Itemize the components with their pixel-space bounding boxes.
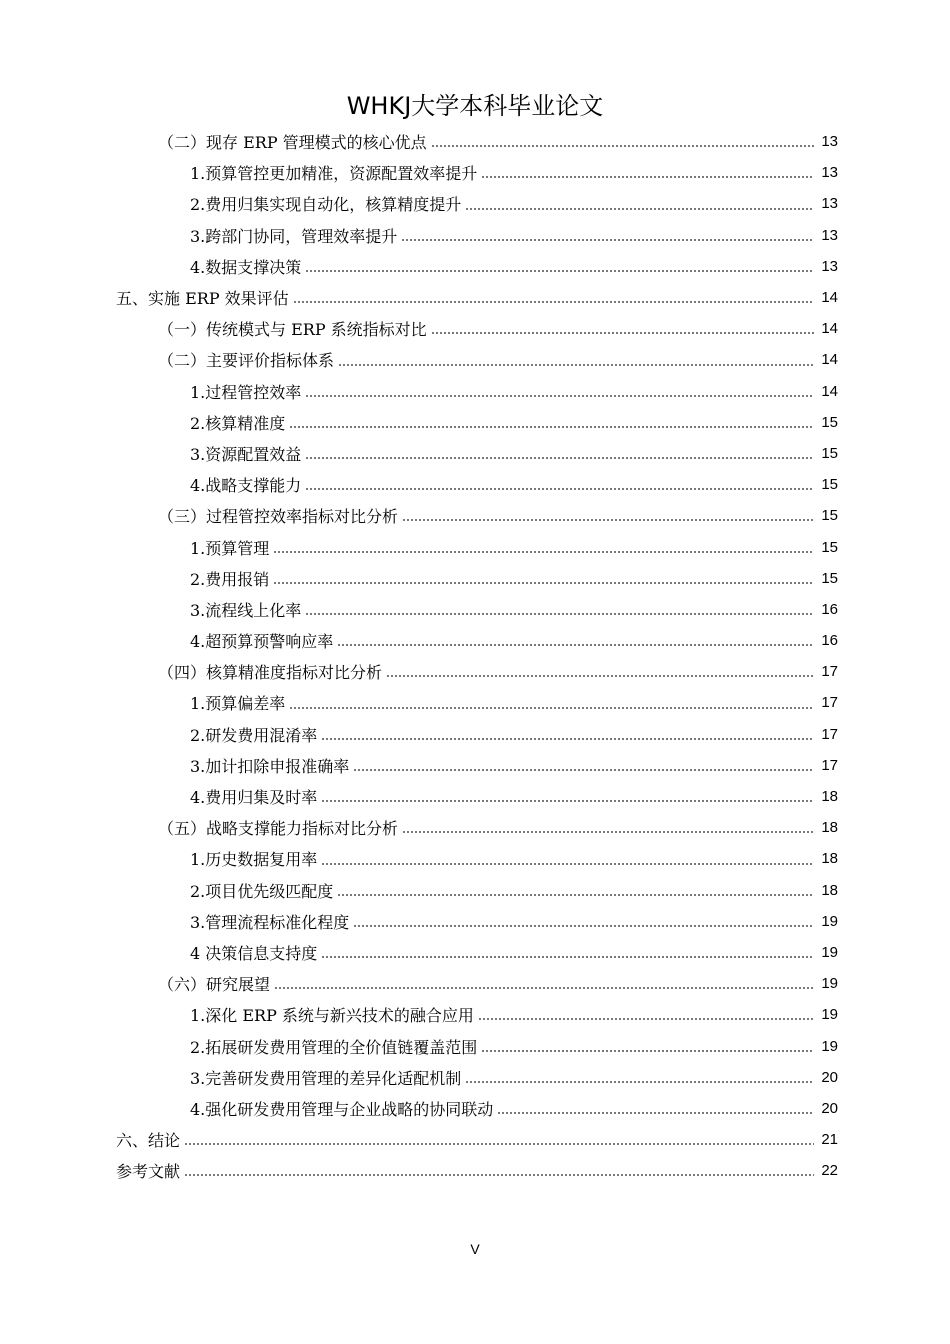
toc-entry[interactable] [190, 875, 838, 906]
toc-dot-leader [293, 294, 814, 304]
toc-entry[interactable] [158, 500, 838, 531]
toc-entry-label: 1.历史数据复用率 [190, 850, 318, 870]
toc-entry-label: 五、实施 ERP 效果评估 [116, 289, 289, 309]
toc-entry-label: （六）研究展望 [158, 975, 271, 995]
toc-entry-page: 19 [821, 943, 838, 961]
toc-entry[interactable] [158, 313, 838, 344]
toc-entry-page: 18 [821, 881, 838, 899]
toc-dot-leader [431, 325, 814, 335]
toc-entry-page: 17 [821, 725, 838, 743]
toc-entry-page: 15 [821, 569, 838, 587]
toc-entry-label: 4 决策信息支持度 [190, 943, 318, 963]
toc-entry-page: 14 [821, 382, 838, 400]
toc-entry-label: （三）过程管控效率指标对比分析 [158, 507, 399, 527]
toc-entry-label: 4.超预算预警响应率 [190, 632, 334, 652]
toc-dot-leader [305, 388, 814, 398]
toc-dot-leader [402, 512, 814, 522]
toc-entry-page: 22 [821, 1162, 838, 1180]
toc-entry[interactable] [190, 157, 838, 188]
toc-dot-leader [337, 637, 814, 647]
toc-dot-leader [353, 762, 814, 772]
toc-entry-page: 15 [821, 538, 838, 556]
toc-entry-page: 16 [821, 632, 838, 650]
toc-entry[interactable] [190, 438, 838, 469]
toc-entry-label: 2.核算精准度 [190, 413, 286, 433]
toc-entry[interactable] [190, 625, 838, 656]
toc-dot-leader [337, 887, 814, 897]
toc-entry[interactable] [190, 719, 838, 750]
toc-dot-leader [305, 606, 814, 616]
toc-entry[interactable] [116, 282, 838, 313]
toc-dot-leader [497, 1105, 814, 1115]
toc-entry-label: 2.拓展研发费用管理的全价值链覆盖范围 [190, 1037, 478, 1057]
toc-entry[interactable] [190, 469, 838, 500]
toc-entry-label: 1.深化 ERP 系统与新兴技术的融合应用 [190, 1006, 474, 1026]
toc-entry-label: （二）现存 ERP 管理模式的核心优点 [158, 133, 427, 153]
toc-entry-page: 13 [821, 133, 838, 151]
toc-dot-leader [321, 856, 814, 866]
toc-entry[interactable] [190, 376, 838, 407]
toc-entry-label: 参考文献 [116, 1162, 181, 1182]
toc-entry-page: 18 [821, 819, 838, 837]
toc-entry[interactable] [190, 687, 838, 718]
toc-entry-label: （五）战略支撑能力指标对比分析 [158, 819, 399, 839]
toc-entry-label: 2.费用报销 [190, 569, 270, 589]
toc-entry-label: 3.流程线上化率 [190, 600, 302, 620]
toc-entry[interactable] [190, 999, 838, 1030]
toc-entry[interactable] [190, 594, 838, 625]
toc-entry-label: 3.完善研发费用管理的差异化适配机制 [190, 1068, 462, 1088]
toc-entry[interactable] [190, 1093, 838, 1124]
toc-dot-leader [353, 918, 814, 928]
toc-entry-page: 13 [821, 164, 838, 182]
toc-entry-label: 2.项目优先级匹配度 [190, 881, 334, 901]
toc-entry-page: 15 [821, 476, 838, 494]
toc-dot-leader [386, 668, 814, 678]
toc-entry[interactable] [190, 1062, 838, 1093]
toc-entry-label: 六、结论 [116, 1131, 181, 1151]
toc-dot-leader [273, 544, 814, 554]
toc-entry[interactable] [190, 906, 838, 937]
toc-entry-page: 17 [821, 694, 838, 712]
toc-entry[interactable] [190, 251, 838, 282]
toc-dot-leader [305, 263, 814, 273]
toc-entry-page: 19 [821, 1037, 838, 1055]
toc-entry[interactable] [190, 531, 838, 562]
toc-dot-leader [305, 450, 814, 460]
toc-entry-label: 1.过程管控效率 [190, 382, 302, 402]
toc-entry[interactable] [190, 563, 838, 594]
toc-entry-label: 1.预算偏差率 [190, 694, 286, 714]
toc-entry-label: 4.战略支撑能力 [190, 476, 302, 496]
toc-entry-page: 17 [821, 663, 838, 681]
toc-entry[interactable] [190, 220, 838, 251]
toc-dot-leader [184, 1136, 814, 1146]
toc-entry[interactable] [158, 968, 838, 999]
toc-entry-page: 19 [821, 975, 838, 993]
toc-entry-label: （二）主要评价指标体系 [158, 351, 335, 371]
toc-entry[interactable] [116, 1155, 838, 1186]
toc-entry[interactable] [190, 407, 838, 438]
toc-entry-page: 14 [821, 289, 838, 307]
toc-entry[interactable] [158, 656, 838, 687]
toc-entry-page: 21 [821, 1131, 838, 1149]
toc-dot-leader [465, 201, 814, 211]
toc-entry-page: 20 [821, 1068, 838, 1086]
toc-entry[interactable] [158, 812, 838, 843]
toc-entry-label: （一）传统模式与 ERP 系统指标对比 [158, 320, 427, 340]
toc-entry-label: 1.预算管控更加精准，资源配置效率提升 [190, 164, 478, 184]
toc-dot-leader [481, 169, 814, 179]
toc-dot-leader [465, 1074, 814, 1084]
toc-entry-label: 3.加计扣除申报准确率 [190, 756, 350, 776]
page-header-title: WHKJ大学本科毕业论文 [346, 92, 604, 120]
toc-dot-leader [321, 949, 814, 959]
toc-entry-page: 15 [821, 444, 838, 462]
toc-dot-leader [402, 824, 814, 834]
toc-dot-leader [305, 481, 814, 491]
toc-entry[interactable] [190, 188, 838, 219]
toc-dot-leader [273, 575, 814, 585]
toc-entry-page: 17 [821, 756, 838, 774]
toc-entry-label: 3.管理流程标准化程度 [190, 912, 350, 932]
toc-dot-leader [321, 731, 814, 741]
toc-entry-label: 3.跨部门协同，管理效率提升 [190, 226, 398, 246]
toc-entry-label: 3.资源配置效益 [190, 444, 302, 464]
toc-entry[interactable] [190, 937, 838, 968]
toc-entry-page: 14 [821, 320, 838, 338]
toc-entry[interactable] [158, 126, 838, 157]
toc-entry-page: 19 [821, 1006, 838, 1024]
toc-entry-label: 1.预算管理 [190, 538, 270, 558]
toc-entry[interactable] [190, 1030, 838, 1061]
toc-entry-page: 19 [821, 912, 838, 930]
toc-dot-leader [338, 357, 814, 367]
toc-entry-label: 4.强化研发费用管理与企业战略的协同联动 [190, 1099, 494, 1119]
page-number: V [470, 1241, 480, 1257]
toc-entry-label: 4.费用归集及时率 [190, 788, 318, 808]
toc-entry-label: 2.费用归集实现自动化，核算精度提升 [190, 195, 462, 215]
toc-dot-leader [289, 419, 814, 429]
toc-entry-page: 18 [821, 788, 838, 806]
toc-entry-label: 4.数据支撑决策 [190, 257, 302, 277]
toc-entry[interactable] [190, 750, 838, 781]
toc-dot-leader [321, 793, 814, 803]
toc-entry-page: 13 [821, 195, 838, 213]
toc-entry-page: 13 [821, 226, 838, 244]
toc-entry[interactable] [158, 344, 838, 375]
toc-entry[interactable] [190, 843, 838, 874]
toc-entry-label: 2.研发费用混淆率 [190, 725, 318, 745]
toc-entry[interactable] [116, 1124, 838, 1155]
toc-entry-label: （四）核算精准度指标对比分析 [158, 663, 383, 683]
toc-entry-page: 13 [821, 257, 838, 275]
toc-entry-page: 14 [821, 351, 838, 369]
toc-dot-leader [431, 138, 814, 148]
toc-dot-leader [478, 1011, 814, 1021]
toc-entry-page: 16 [821, 600, 838, 618]
toc-dot-leader [184, 1167, 814, 1177]
toc-dot-leader [289, 700, 814, 710]
toc-entry-page: 15 [821, 507, 838, 525]
toc-dot-leader [481, 1043, 814, 1053]
toc-dot-leader [401, 232, 814, 242]
toc-entry[interactable] [190, 781, 838, 812]
toc-entry-page: 18 [821, 850, 838, 868]
toc-dot-leader [274, 980, 814, 990]
toc-entry-page: 20 [821, 1099, 838, 1117]
table-of-contents [0, 126, 950, 1186]
toc-entry-page: 15 [821, 413, 838, 431]
